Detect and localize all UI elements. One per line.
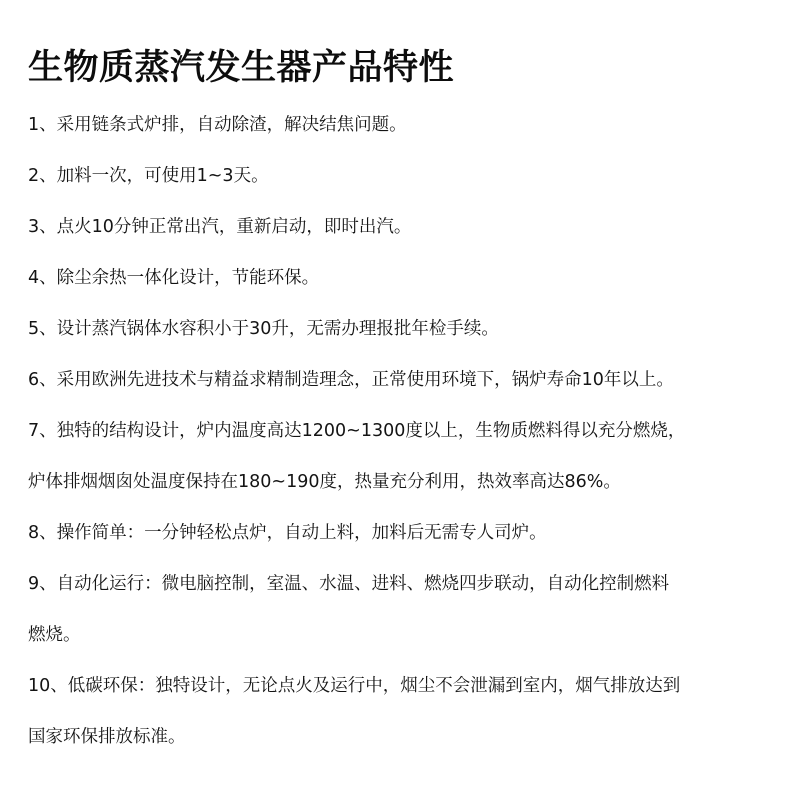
feature-line-1: 1、采用链条式炉排，自动除渣，解决结焦问题。	[28, 115, 407, 135]
page-title: 生物质蒸汽发生器产品特性	[28, 48, 455, 88]
feature-line-10-continued: 国家环保排放标准。	[28, 727, 186, 747]
feature-line-7-continued: 炉体排烟烟囱处温度保持在180~190度，热量充分利用，热效率高达86%。	[28, 472, 621, 492]
feature-line-5: 5、设计蒸汽锅体水容积小于30升，无需办理报批年检手续。	[28, 319, 499, 339]
feature-line-10: 10、低碳环保：独特设计，无论点火及运行中，烟尘不会泄漏到室内，烟气排放达到	[28, 676, 681, 696]
feature-line-6: 6、采用欧洲先进技术与精益求精制造理念，正常使用环境下，锅炉寿命10年以上。	[28, 370, 674, 390]
feature-line-2: 2、加料一次，可使用1~3天。	[28, 166, 269, 186]
feature-line-3: 3、点火10分钟正常出汽，重新启动，即时出汽。	[28, 217, 412, 237]
feature-line-7: 7、独特的结构设计，炉内温度高达1200~1300度以上，生物质燃料得以充分燃烧，	[28, 421, 686, 441]
feature-line-8: 8、操作简单：一分钟轻松点炉，自动上料，加料后无需专人司炉。	[28, 523, 547, 543]
feature-line-9-continued: 燃烧。	[28, 625, 81, 645]
feature-list	[28, 100, 793, 763]
feature-line-4: 4、除尘余热一体化设计，节能环保。	[28, 268, 320, 288]
feature-line-9: 9、自动化运行：微电脑控制，室温、水温、进料、燃烧四步联动，自动化控制燃料	[28, 574, 670, 594]
